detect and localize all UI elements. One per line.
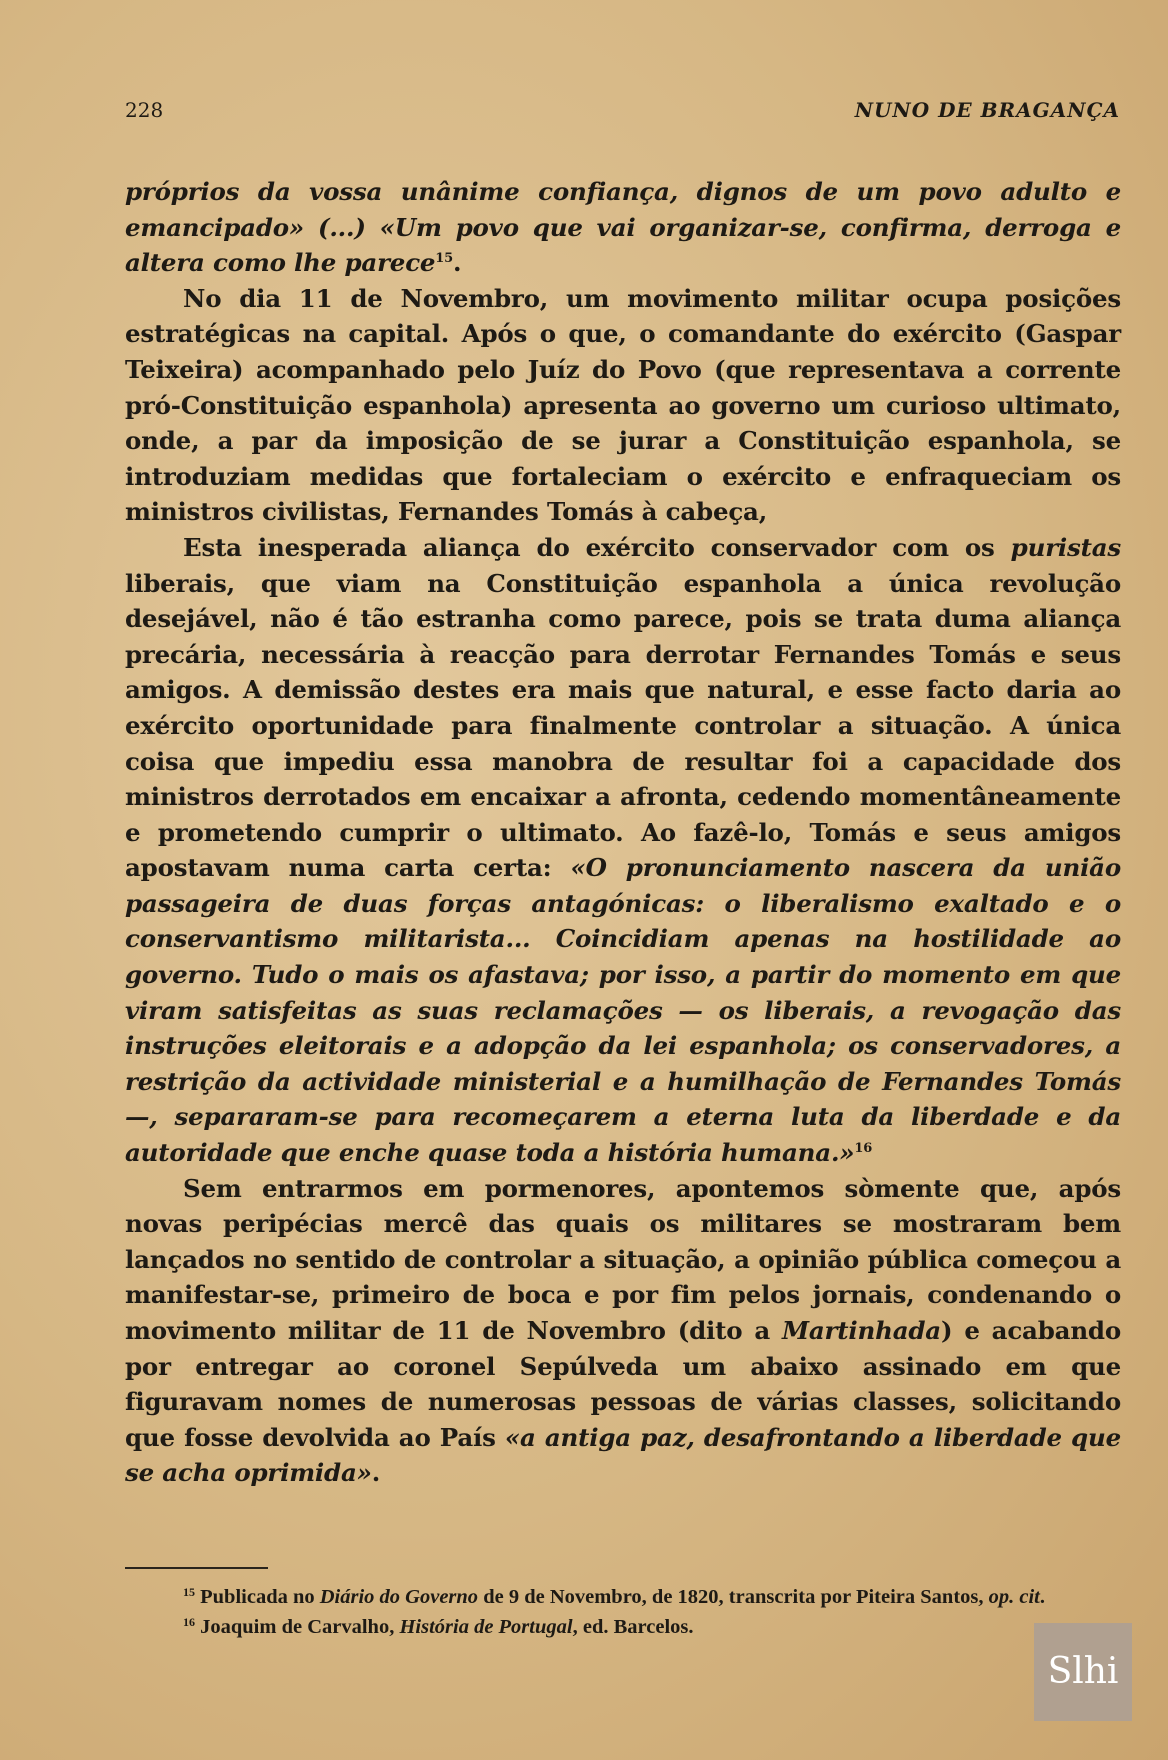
quote-text: «a antiga paz, desafrontando a liberdade que se acha oprimida» [125,1422,1121,1488]
quote-text: «O pronunciamento nascera da união passageira de duas forças antagónicas: o liberalismo exaltado e o conservantismo militarista... Coincidiam apenas na hostilidade ao governo. Tudo o mais os afastava; por isso, a partir do momento em que viram satisfeitas as suas reclamações — os liberais, a revogação das instruções eleitorais e a adopção da lei espanhola; os conservadores, a restrição da actividade ministerial e a humilhação de Fernandes Tomás —, separaram-se para recomeçarem a eterna luta da liberdade e da autoridade que enche quase toda a história humana.» [125,853,1121,1168]
paragraph-3: Esta inesperada aliança do exército conservador com os puristas liberais, que viam na Constituição espanhola a única revolução desejável, não é tão estranha como parece, pois se trata duma aliança precária, necessária à reacção para derrotar Fernandes Tomás e seus amigos. A demissão destes era mais que natural, e esse facto daria ao exército oportunidade para finalmente controlar a situação. A única coisa que impediu essa manobra de resultar foi a capacidade dos ministros derrotados em encaixar a afronta, cedendo momentâneamente e prometendo cumprir o ultimato. Ao fazê-lo, Tomás e seus amigos apostavam numa carta certa: «O pronunciamento nascera da união passageira de duas forças antagónicas: o liberalismo exaltado e o conservantismo militarista... Coincidiam apenas na hostilidade ao governo. Tudo o mais os afastava; por isso, a partir do momento em que viram satisfeitas as suas reclamações — os liberais, a revogação das instruções eleitorais e a adopção da lei espanhola; os conservadores, a restrição da actividade ministerial e a humilhação de Fernandes Tomás —, separaram-se para recomeçarem a eterna luta da liberdade e da autoridade que enche quase toda a história humana.»$^{16}$ [125,532,1121,1168]
footnote-15: $^{15}$ Publicada no Diário do Governo de 9 de Novembro, de 1820, transcrita por Piteira Santos, op. cit. [183,1585,1045,1608]
footnote-16: $^{16}$ Joaquim de Carvalho, História de Portugal, ed. Barcelos. [183,1615,694,1638]
body-text [125,174,1121,1491]
italic-term: Martinhada [781,1316,941,1345]
quote-text: próprios da vossa unânime confiança, dignos de um povo adulto e emancipado» (...) «Um povo que vai organizar-se, confirma, derroga e altera como lhe parece [125,177,1121,278]
paragraph-4: Sem entrarmos em pormenores, apontemos sòmente que, após novas peripécias mercê das quais os militares se mostraram bem lançados no sentido de controlar a situação, a opinião pública começou a manifestar-se, primeiro de boca e por fim pelos jornais, condenando o movimento militar de 11 de Novembro (dito a Martinhada) e acabando por entregar ao coronel Sepúlveda um abaixo assinado em que figuravam nomes de numerosas pessoas de várias classes, solicitando que fosse devolvida ao País «a antiga paz, desafrontando a liberdade que se acha oprimida». [125,1173,1121,1488]
footnote-ref-15: 15 [435,251,453,267]
library-logo: Slhi [1034,1623,1132,1721]
footnote-divider [125,1567,268,1569]
paragraph-1: próprios da vossa unânime confiança, dignos de um povo adulto e emancipado» (...) «Um povo que vai organizar-se, confirma, derroga e altera como lhe parece$^{15}$. [125,177,1121,278]
paragraph-2: No dia 11 de Novembro, um movimento militar ocupa posições estratégicas na capital. Após o que, o comandante do exército (Gaspar Teixeira) acompanhado pelo Juíz do Povo (que representava a corrente pró-Constituição espanhola) apresenta ao governo um curioso ultimato, onde, a par da imposição de se jurar a Constituição espanhola, se introduziam medidas que fortaleciam o exército e enfraqueciam os ministros civilistas, Fernandes Tomás à cabeça, [125,283,1121,527]
page-number: 228 [125,98,164,122]
footnote-ref-16: 16 [854,1141,873,1157]
running-title: NUNO DE BRAGANÇA [854,98,1120,122]
italic-term: puristas [1010,532,1121,562]
footnotes [125,1582,1121,1642]
page-header [125,98,1120,128]
